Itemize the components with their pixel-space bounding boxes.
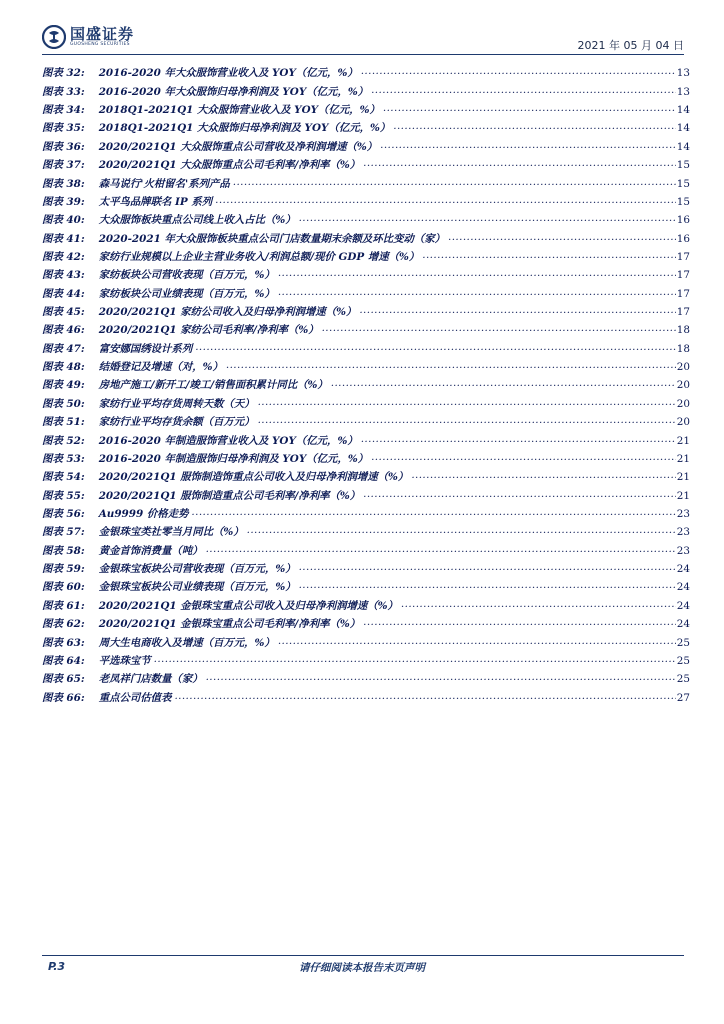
toc-entry[interactable]: [42, 117, 690, 135]
toc-page-number: 25: [676, 673, 690, 686]
toc-entry[interactable]: [42, 301, 690, 319]
header-divider: [42, 54, 684, 55]
toc-entry[interactable]: [42, 80, 690, 98]
toc-entry-title: [42, 471, 408, 484]
toc-figure-caption: 金银珠宝板块公司营收表现（百万元，%）: [98, 563, 296, 576]
toc-page-number: 27: [676, 691, 690, 704]
toc-entry-title: [42, 490, 360, 503]
toc-dot-leader: [422, 249, 676, 262]
toc-figure-number: 图表 62:: [42, 618, 85, 631]
toc-entry[interactable]: [42, 411, 690, 429]
toc-figure-number: 图表 46:: [42, 324, 85, 337]
toc-figure-caption: 重点公司估值表: [98, 691, 172, 704]
toc-figure-caption: 金银珠宝类社零当月同比（%）: [98, 526, 244, 539]
toc-dot-leader: [195, 341, 676, 354]
toc-figure-number: 图表 40:: [42, 214, 85, 227]
toc-dot-leader: [299, 579, 676, 592]
toc-dot-leader: [191, 506, 675, 519]
toc-entry-title: [42, 104, 380, 117]
toc-entry-title: [42, 581, 296, 594]
toc-figure-caption: 家纺板块公司业绩表现（百万元，%）: [98, 287, 275, 300]
toc-page-number: 15: [676, 177, 690, 190]
toc-dot-leader: [226, 359, 676, 372]
toc-figure-number: 图表 58:: [42, 544, 85, 557]
toc-figure-caption: 2020/2021Q1 金银珠宝重点公司收入及归母净利润增速（%）: [98, 599, 398, 612]
toc-figure-caption: Au9999 价格走势: [98, 507, 189, 520]
toc-dot-leader: [154, 653, 676, 666]
toc-entry[interactable]: [42, 613, 690, 631]
toc-entry-title: [42, 214, 296, 227]
toc-entry[interactable]: [42, 631, 690, 649]
toc-dot-leader: [206, 671, 676, 684]
toc-figure-number: 图表 59:: [42, 563, 85, 576]
toc-dot-leader: [299, 561, 676, 574]
toc-entry-title: [42, 398, 255, 411]
toc-entry-title: [42, 563, 296, 576]
toc-dot-leader: [383, 102, 676, 115]
toc-entry[interactable]: [42, 448, 690, 466]
toc-dot-leader: [278, 635, 676, 648]
toc-dot-leader: [401, 598, 676, 611]
toc-figure-caption: 大众服饰板块重点公司线上收入占比（%）: [98, 214, 296, 227]
toc-entry[interactable]: [42, 191, 690, 209]
toc-figure-number: 图表 33:: [42, 85, 85, 98]
toc-figure-number: 图表 64:: [42, 654, 85, 667]
toc-entry-title: [42, 416, 255, 429]
toc-figure-caption: 2020/2021Q1 服饰制造饰重点公司收入及归母净利润增速（%）: [98, 471, 409, 484]
toc-figure-caption: 2020/2021Q1 服饰制造重点公司毛利率/净利率（%）: [98, 489, 361, 502]
guosheng-logo-icon: [42, 25, 66, 49]
toc-entry[interactable]: [42, 576, 690, 594]
toc-figure-caption: 2016-2020 年制造服饰营业收入及 YOY（亿元，%）: [98, 434, 358, 447]
toc-page-number: 18: [676, 342, 690, 355]
toc-page-number: 23: [676, 526, 690, 539]
toc-page-number: 15: [676, 159, 690, 172]
toc-dot-leader: [371, 451, 676, 464]
toc-entry-title: [42, 637, 275, 650]
disclaimer-note: 请仔细阅读本报告末页声明: [299, 962, 425, 974]
toc-figure-number: 图表 35:: [42, 122, 85, 135]
toc-entry[interactable]: [42, 374, 690, 392]
toc-entry-title: [42, 141, 377, 154]
toc-entry-title: [42, 306, 356, 319]
toc-figure-caption: 太平鸟品牌联名 IP 系列: [98, 195, 213, 208]
toc-entry-title: [42, 159, 360, 172]
toc-figure-number: 图表 54:: [42, 471, 85, 484]
toc-dot-leader: [215, 194, 676, 207]
toc-figure-caption: 家纺行业平均存货周转天数（天）: [98, 397, 255, 410]
toc-entry[interactable]: [42, 686, 690, 704]
toc-figure-number: 图表 37:: [42, 159, 85, 172]
toc-figure-number: 图表 39:: [42, 195, 85, 208]
toc-figure-number: 图表 56:: [42, 507, 85, 520]
toc-figure-caption: 房地产施工/新开工/竣工/销售面积累计同比（%）: [98, 379, 328, 392]
toc-page-number: 20: [676, 397, 690, 410]
toc-entry-title: [42, 435, 358, 448]
toc-entry-title: [42, 618, 360, 631]
toc-entry[interactable]: [42, 282, 690, 300]
toc-dot-leader: [278, 267, 676, 280]
toc-figure-caption: 老凤祥门店数量（家）: [98, 673, 203, 686]
toc-dot-leader: [393, 120, 675, 133]
toc-figure-caption: 2020-2021 年大众服饰板块重点公司门店数量期末余额及环比变动（家）: [98, 232, 446, 245]
toc-page-number: 21: [676, 471, 690, 484]
toc-figure-caption: 2018Q1-2021Q1 大众服饰营业收入及 YOY（亿元，%）: [98, 104, 380, 117]
toc-entry[interactable]: [42, 429, 690, 447]
toc-dot-leader: [363, 616, 676, 629]
toc-dot-leader: [448, 231, 676, 244]
toc-entry[interactable]: [42, 521, 690, 539]
toc-figure-number: 图表 45:: [42, 306, 85, 319]
toc-entry-title: [42, 196, 212, 209]
toc-entry-title: [42, 600, 398, 613]
toc-figure-number: 图表 63:: [42, 636, 85, 649]
toc-figure-caption: 2016-2020 年大众服饰营业收入及 YOY（亿元，%）: [98, 67, 358, 80]
toc-figure-number: 图表 55:: [42, 489, 85, 502]
toc-page-number: 17: [676, 306, 690, 319]
toc-dot-leader: [371, 84, 676, 97]
toc-entry[interactable]: [42, 668, 690, 686]
toc-entry[interactable]: [42, 172, 690, 190]
toc-page-number: 21: [676, 434, 690, 447]
toc-page-number: 20: [676, 361, 690, 374]
toc-entry[interactable]: [42, 484, 690, 502]
toc-entry-title: [42, 122, 390, 135]
toc-figure-number: 图表 42:: [42, 250, 85, 263]
toc-page-number: 16: [676, 214, 690, 227]
toc-page-number: 13: [676, 67, 690, 80]
toc-entry-title: [42, 692, 171, 705]
toc-page-number: 14: [676, 140, 690, 153]
toc-entry-title: [42, 67, 358, 80]
company-logo: [42, 22, 134, 52]
toc-dot-leader: [363, 157, 676, 170]
toc-figure-caption: 2020/2021Q1 家纺公司收入及归母净利润增速（%）: [98, 306, 357, 319]
toc-entry[interactable]: [42, 246, 690, 264]
toc-figure-number: 图表 66:: [42, 691, 85, 704]
toc-dot-leader: [299, 212, 676, 225]
toc-dot-leader: [359, 304, 675, 317]
toc-entry-title: [42, 288, 275, 301]
toc-figure-number: 图表 52:: [42, 434, 85, 447]
toc-dot-leader: [322, 322, 676, 335]
toc-entry-title: [42, 508, 188, 521]
toc-entry-title: [42, 673, 203, 686]
toc-figure-caption: 2020/2021Q1 大众服饰重点公司营收及净利润增速（%）: [98, 140, 378, 153]
toc-figure-caption: 平选珠宝节: [98, 654, 151, 667]
toc-figure-number: 图表 53:: [42, 452, 85, 465]
toc-page-number: 17: [676, 250, 690, 263]
toc-entry[interactable]: [42, 135, 690, 153]
toc-figure-number: 图表 38:: [42, 177, 85, 190]
toc-entry-title: [42, 86, 368, 99]
toc-entry-title: [42, 324, 319, 337]
toc-figure-number: 图表 36:: [42, 140, 85, 153]
toc-dot-leader: [247, 524, 676, 537]
toc-entry[interactable]: [42, 99, 690, 117]
toc-dot-leader: [363, 488, 676, 501]
toc-entry[interactable]: [42, 650, 690, 668]
toc-figure-caption: 金银珠宝板块公司业绩表现（百万元，%）: [98, 581, 296, 594]
toc-page-number: 25: [676, 636, 690, 649]
figure-index-list: [42, 62, 690, 705]
toc-page-number: 16: [676, 232, 690, 245]
toc-entry[interactable]: [42, 594, 690, 612]
toc-figure-caption: 2020/2021Q1 大众服饰重点公司毛利率/净利率（%）: [98, 159, 361, 172]
toc-page-number: 15: [676, 195, 690, 208]
toc-entry-title: [42, 251, 419, 264]
toc-dot-leader: [411, 469, 675, 482]
toc-dot-leader: [206, 543, 676, 556]
toc-entry[interactable]: [42, 558, 690, 576]
logo-chinese-name: 国盛证券: [70, 25, 135, 43]
toc-entry-title: [42, 655, 151, 668]
toc-entry-title: [42, 545, 203, 558]
toc-entry-title: [42, 379, 328, 392]
toc-page-number: 20: [676, 379, 690, 392]
toc-entry-title: [42, 269, 275, 282]
toc-figure-caption: 2016-2020 年大众服饰归母净利润及 YOY（亿元，%）: [98, 85, 369, 98]
toc-page-number: 14: [676, 104, 690, 117]
toc-figure-caption: 2016-2020 年制造服饰归母净利润及 YOY（亿元，%）: [98, 452, 369, 465]
toc-figure-number: 图表 32:: [42, 67, 85, 80]
toc-entry-title: [42, 178, 230, 191]
toc-figure-caption: 家纺行业规模以上企业主营业务收入/利润总额/现价 GDP 增速（%）: [98, 250, 420, 263]
toc-figure-number: 图表 44:: [42, 287, 85, 300]
toc-entry-title: [42, 453, 368, 466]
toc-figure-number: 图表 41:: [42, 232, 85, 245]
toc-figure-caption: 结婚登记及增速（对，%）: [98, 361, 223, 374]
toc-entry-title: [42, 343, 192, 356]
toc-entry[interactable]: [42, 319, 690, 337]
toc-dot-leader: [174, 690, 675, 703]
toc-entry[interactable]: [42, 337, 690, 355]
toc-figure-caption: 2020/2021Q1 家纺公司毛利率/净利率（%）: [98, 324, 319, 337]
toc-entry[interactable]: [42, 503, 690, 521]
toc-entry[interactable]: [42, 227, 690, 245]
toc-page-number: 17: [676, 269, 690, 282]
toc-entry-title: [42, 526, 244, 539]
toc-dot-leader: [278, 286, 676, 299]
toc-dot-leader: [331, 377, 676, 390]
toc-entry[interactable]: [42, 539, 690, 557]
toc-entry[interactable]: [42, 466, 690, 484]
toc-page-number: 24: [676, 599, 690, 612]
toc-dot-leader: [233, 176, 676, 189]
page-header: [42, 22, 684, 54]
toc-figure-number: 图表 49:: [42, 379, 85, 392]
toc-figure-caption: 富安娜国绣设计系列: [98, 342, 193, 355]
toc-page-number: 23: [676, 544, 690, 557]
toc-entry-title: [42, 361, 223, 374]
toc-figure-number: 图表 57:: [42, 526, 85, 539]
toc-page-number: 13: [676, 85, 690, 98]
footer-divider: [42, 955, 684, 956]
toc-entry[interactable]: [42, 264, 690, 282]
toc-dot-leader: [380, 139, 676, 152]
toc-page-number: 24: [676, 618, 690, 631]
toc-figure-number: 图表 34:: [42, 104, 85, 117]
toc-figure-caption: 黄金首饰消费量（吨）: [98, 544, 203, 557]
toc-page-number: 24: [676, 563, 690, 576]
toc-page-number: 21: [676, 452, 690, 465]
toc-figure-number: 图表 47:: [42, 342, 85, 355]
toc-page-number: 18: [676, 324, 690, 337]
toc-entry[interactable]: [42, 154, 690, 172]
toc-figure-caption: 森马说行'火柑留名'系列产品: [98, 177, 230, 190]
toc-figure-number: 图表 48:: [42, 361, 85, 374]
toc-entry[interactable]: [42, 209, 690, 227]
toc-figure-caption: 周大生电商收入及增速（百万元，%）: [98, 636, 275, 649]
toc-figure-number: 图表 65:: [42, 673, 85, 686]
toc-figure-caption: 2020/2021Q1 金银珠宝重点公司毛利率/净利率（%）: [98, 618, 361, 631]
logo-english-name: GUOSHENG SECURITIES: [70, 42, 130, 47]
toc-page-number: 17: [676, 287, 690, 300]
toc-page-number: 20: [676, 416, 690, 429]
toc-figure-caption: 家纺板块公司营收表现（百万元，%）: [98, 269, 275, 282]
page-number: P.3: [48, 960, 66, 973]
toc-entry[interactable]: [42, 356, 690, 374]
toc-page-number: 25: [676, 654, 690, 667]
toc-entry-title: [42, 233, 445, 246]
toc-dot-leader: [258, 414, 676, 427]
toc-figure-caption: 2018Q1-2021Q1 大众服饰归母净利润及 YOY（亿元，%）: [98, 122, 391, 135]
toc-figure-number: 图表 50:: [42, 397, 85, 410]
toc-dot-leader: [361, 433, 676, 446]
toc-dot-leader: [258, 396, 676, 409]
toc-page-number: 14: [676, 122, 690, 135]
toc-entry[interactable]: [42, 392, 690, 410]
toc-page-number: 21: [676, 489, 690, 502]
toc-figure-number: 图表 61:: [42, 599, 85, 612]
toc-page-number: 23: [676, 507, 690, 520]
toc-page-number: 24: [676, 581, 690, 594]
report-date: 2021 年 05 月 04 日: [577, 39, 684, 52]
toc-figure-number: 图表 60:: [42, 581, 85, 594]
toc-entry[interactable]: [42, 62, 690, 80]
toc-figure-caption: 家纺行业平均存货余额（百万元）: [98, 416, 255, 429]
toc-figure-number: 图表 51:: [42, 416, 85, 429]
toc-dot-leader: [361, 65, 676, 78]
toc-figure-number: 图表 43:: [42, 269, 85, 282]
